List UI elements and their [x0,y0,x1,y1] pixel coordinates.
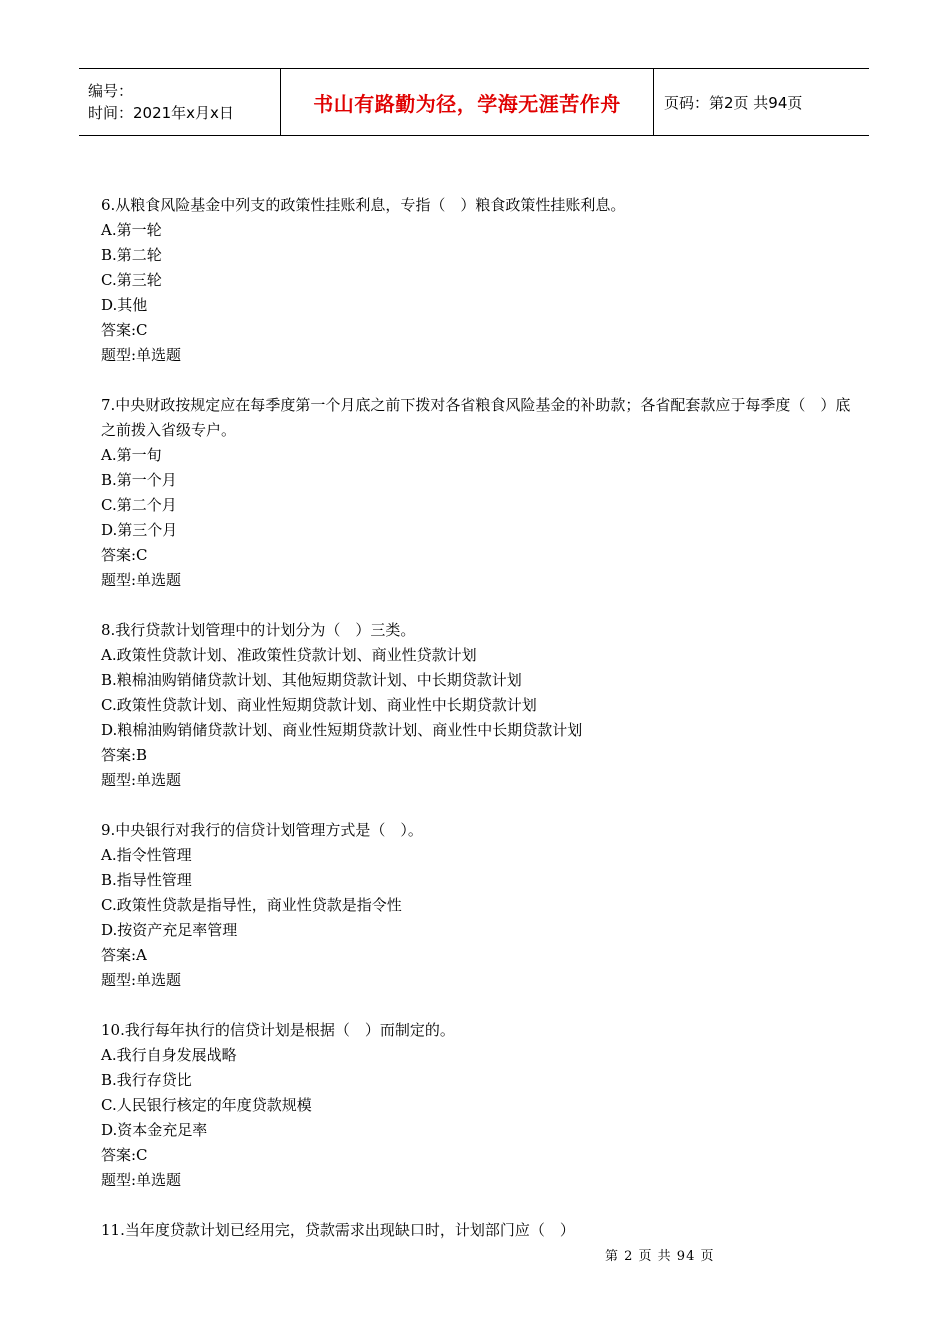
question-text: 7.中央财政按规定应在每季度第一个月底之前下拨对各省粮食风险基金的补助款；各省配套款应于每季度（ ）底之前拨入省级专户。 [101,396,851,439]
question-7 [101,393,861,593]
question-list [101,193,861,1268]
header-motto: 书山有路勤为径，学海无涯苦作舟 [313,91,621,116]
option-b: B.第二轮 [101,246,162,264]
option-c: C.人民银行核定的年度贷款规模 [101,1096,312,1114]
header-middle-cell [280,69,654,135]
option-a: A.政策性贷款计划、准政策性贷款计划、商业性贷款计划 [101,646,477,664]
option-b: B.粮棉油购销储贷款计划、其他短期贷款计划、中长期贷款计划 [101,671,522,689]
option-d: D.资本金充足率 [101,1121,208,1139]
question-text: 8.我行贷款计划管理中的计划分为（ ）三类。 [101,621,416,639]
question-text: 9.中央银行对我行的信贷计划管理方式是（ ）。 [101,821,423,839]
option-a: A.第一旬 [101,446,162,464]
question-10 [101,1018,861,1193]
question-type: 题型:单选题 [101,971,182,989]
option-c: C.政策性贷款是指导性，商业性贷款是指令性 [101,896,402,914]
option-b: B.我行存贷比 [101,1071,192,1089]
question-text: 10.我行每年执行的信贷计划是根据（ ）而制定的。 [101,1021,455,1039]
question-text: 6.从粮食风险基金中列支的政策性挂账利息，专指（ ）粮食政策性挂账利息。 [101,196,626,214]
question-type: 题型:单选题 [101,346,182,364]
question-type: 题型:单选题 [101,771,182,789]
option-c: C.第三轮 [101,271,162,289]
header-left-cell [79,69,280,135]
option-d: D.粮棉油购销储贷款计划、商业性短期贷款计划、商业性中长期贷款计划 [101,721,583,739]
option-c: C.第二个月 [101,496,177,514]
option-a: A.指令性管理 [101,846,192,864]
document-header [79,68,869,136]
page-footer: 第 2 页 共 94 页 [605,1249,715,1264]
option-a: A.我行自身发展战略 [101,1046,237,1064]
answer: 答案:A [101,946,147,964]
question-11 [101,1218,861,1243]
answer: 答案:C [101,546,148,564]
option-d: D.其他 [101,296,148,314]
question-text: 11.当年度贷款计划已经用完，贷款需求出现缺口时，计划部门应（ ） [101,1221,575,1239]
question-8 [101,618,861,793]
document-code-label: 编号： [88,82,134,100]
answer: 答案:C [101,321,148,339]
option-b: B.指导性管理 [101,871,192,889]
option-a: A.第一轮 [101,221,162,239]
option-c: C.政策性贷款计划、商业性短期贷款计划、商业性中长期贷款计划 [101,696,537,714]
question-6 [101,193,861,368]
question-type: 题型:单选题 [101,571,182,589]
answer: 答案:C [101,1146,148,1164]
option-b: B.第一个月 [101,471,177,489]
answer: 答案:B [101,746,148,764]
option-d: D.按资产充足率管理 [101,921,238,939]
header-right-cell [654,69,869,135]
option-d: D.第三个月 [101,521,178,539]
question-9 [101,818,861,993]
question-type: 题型:单选题 [101,1171,182,1189]
header-page-info: 页码：第2页 共94页 [664,93,803,112]
document-time: 时间：2021年x月x日 [88,104,234,122]
